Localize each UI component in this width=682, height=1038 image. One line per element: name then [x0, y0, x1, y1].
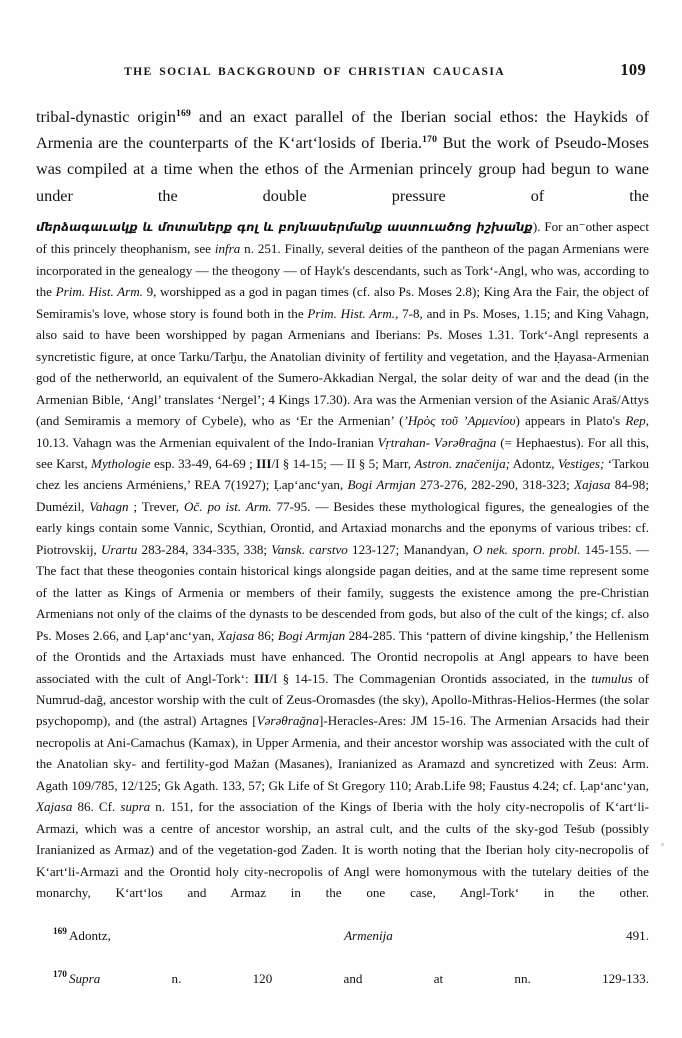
note-italic-o-nek-sporn-probl: O nek. sporn. probl. — [472, 541, 581, 557]
footnote-169-text-2: 491. — [392, 927, 649, 943]
note-italic-tumulus: tumulus — [591, 670, 633, 686]
note-seg-10: Adontz, — [510, 455, 558, 471]
footnote-169-italic: Armenija — [344, 927, 393, 943]
note-seg-6: , 10.13. Vahagn was the Armenian equivalent of the Indo-Iranian — [36, 413, 650, 450]
note-seg-16: 283-284, 334-335, 338; — [137, 541, 272, 557]
note-seg-20: 284-285. This ‘pattern of divine kingship,’ the Hellenism of the Orontids and the Artaxiads must have enhanced. The Orontid necropolis at Angl appears to have been associated with the cult of Angl-Torkʻ: — [36, 627, 649, 686]
note-seg-3: 9, worshipped as a god in pagan times (cf. also Ps. Moses 2.8); King Ara the Fair, the object of Semiramis's love, whose story is found both in the — [36, 284, 649, 321]
footnote-marker-169[interactable]: 169 — [176, 108, 191, 120]
footnote-169-text-1: Adontz, — [68, 927, 345, 943]
note-italic-prim-hist-arm-1: Prim. Hist. Arm. — [55, 284, 143, 300]
note-seg-13: 84-98; Dumézil, — [36, 477, 649, 514]
greek-script-text: ’Ηρὸς τοῦ ’Αρμενίου — [403, 413, 516, 429]
note-italic-xajasa-2: Xajasa — [217, 627, 255, 643]
note-seg-14: ; Trever, — [128, 498, 184, 514]
note-seg-19: 86; — [254, 627, 278, 643]
running-head-title: THE SOCIAL BACKGROUND OF CHRISTIAN CAUCASIA — [124, 65, 505, 78]
note-italic-bogi-armjan-2: Bogi Armjan — [277, 627, 346, 643]
scan-artifact-speck — [661, 843, 664, 846]
note-seg-2: n. 251. Finally, several deities of the pantheon of the pagan Armenians were incorporated in the genealogy — the theogony — of Hayk's descendants, such as Torkʻ-Angl, who was, according to the — [36, 241, 649, 300]
note-seg-9: /I § 14-15; — II § 5; Marr, — [271, 455, 415, 471]
footnote-170-italic: Supra — [68, 970, 101, 986]
note-seg-24: 86. Cf. — [72, 799, 121, 815]
note-italic-vrtrahan: Vṛtrahan- Vərəθrağna — [377, 434, 497, 450]
note-seg-23: ]-Heracles-Ares: JM 15-16. The Armenian Arsacids had their necropolis at Ani-Camachus (Kamax), in Upper Armenia, and their ancestor worship was associated with the cult of the Anatolian sky- and fertility-god Mažan (Masanes), Iranianized as Aramazd and syncretized with Zeus: Arm. Agath 109/785, 12/125; Gk Agath. 133, 57; Gk Life of St Gregory 110; Arab.Life 98; Faustus 4.24; cf. Ḷapʻancʻyan, — [36, 713, 649, 793]
note-bold-iii-1: III — [256, 455, 272, 471]
armenian-script-text: մերձագաւակք և մոտաներք գոլ և բոյնասերմանք աստուածոց իշխանք — [36, 220, 533, 234]
note-italic-rep: Rep — [625, 413, 646, 429]
page-number: 109 — [620, 60, 646, 79]
note-bold-iii-2: III — [254, 670, 270, 686]
note-seg-4: , 7-8, and in Ps. Moses, 1.15; and King Vahagn, also said to have been worshipped by pagan Armenians and Iberians: Ps. Moses 1.31. Torkʻ-Angl represents a syncretistic figure, at once Tarku/Tarḫu, the Anatolian divinity of fertility and vegetation, and the Ḥayasa-Armenian god of the netherworld, an equivalent of the Sumero-Akkadian Nergal, the solar deity of war and the dead (in the Armenian Bible, ‘Angl’ translates ‘Nergel’; 4 Kings 17.30). Ara was the Armenian version of the Asianic Araš/Attys (and Semiramis a memory of Cybele), who as ‘Er the Armenian’ ( — [36, 305, 649, 429]
note-seg-7: (= Hephaestus). For all this, see Karst, — [36, 434, 649, 471]
note-italic-vestiges: Vestiges; — [557, 455, 605, 471]
footnote-170-text: n. 120 and at nn. 129-133. — [100, 970, 649, 986]
body-text-end: But the work of Pseudo-Moses was compiled at a time when the ethos of the Armenian princely group had begun to wane under the double pressure of the — [36, 134, 649, 205]
note-seg-21: /I § 14-15. The Commagenian Orontids associated, in the — [269, 670, 592, 686]
note-seg-17: 123-127; Manandyan, — [347, 541, 473, 557]
footnote-170-number: 170 — [53, 969, 67, 980]
note-italic-supra-1: supra — [120, 799, 151, 815]
note-italic-verethragna: Vərəθrağna — [256, 713, 320, 729]
note-italic-astron: Astron. značenija; — [414, 455, 511, 471]
note-italic-xajasa-1: Xajasa — [574, 477, 611, 493]
note-seg-18: 145-155. — The fact that these theogonies contain historical kings alongside pagan deities, and at the same time represent some of the latter as Kings of Armenia or members of their family, suggests the existence among the pre-Christian Armenians not only of the claims of the dynasts to be descended from gods, but also of the cult of the kings; cf. also Ps. Moses 2.66, and Ḷapʻancʻyan, — [36, 541, 650, 643]
note-italic-bogi-armjan-1: Bogi Armjan — [347, 477, 416, 493]
note-seg-11: ‘Tarkou chez les anciens Arméniens,’ REA 7(1927); Ḷapʻancʻyan, — [36, 455, 649, 493]
note-italic-xajasa-3: Xajasa — [36, 799, 73, 815]
body-text-mid: and an exact parallel of the Iberian social ethos: the Haykids of Armenia are the counterparts of the Kʻartʻlosids of Iberia. — [36, 108, 649, 153]
note-seg-5: ) appears in Plato's — [515, 413, 626, 429]
note-italic-vahagn: Vahagn — [89, 498, 129, 514]
note-italic-oc-po-ist-arm: Oč. po ist. Arm. — [183, 498, 272, 514]
footnote-170 — [36, 968, 649, 1011]
note-italic-prim-hist-arm-2: Prim. Hist. Arm. — [307, 305, 396, 321]
running-head — [36, 60, 646, 82]
note-seg-22: of Numrud-dağ, ancestor worship with the cult of Zeus-Oromasdes (the sky), Apollo-Mithras-Helios-Hermes (the solar psychopomp), and (the astral) Artagnes [ — [36, 670, 650, 729]
note-italic-urartu: Urartu — [100, 541, 138, 557]
footnote-169-number: 169 — [53, 926, 67, 937]
footnote-marker-170[interactable]: 170 — [422, 134, 438, 146]
footnote-block — [36, 216, 649, 1011]
body-text-opening: tribal-dynastic origin — [36, 108, 176, 126]
note-italic-vansk-carstvo: Vansk. carstvo — [271, 541, 348, 557]
note-seg-25: n. 151, for the association of the Kings of Iberia with the holy city-necropolis of Kʻartʻli-Armazi, which was a centre of ancestor worship, an astral cult, and the cults of the sky-god Tešub (possibly Iranianized as Armaz) and of the vegetation-god Zaden. It is worth noting that the Iberian holy city-necropolis of Kʻartʻli-Armazi and the Orontid holy city-necropolis of Angl were homonymous with the tutelary deities of the monarchy, Kʻartʻlos and Armaz in the one case, Angl-Torkʻ in the other. — [36, 799, 650, 901]
note-seg-12: 273-276, 282-290, 318-323; — [415, 477, 575, 493]
note-italic-infra: infra — [214, 241, 241, 257]
note-italic-mythologie: Mythologie — [91, 455, 151, 471]
note-seg-15: 77-95. — Besides these mythological figures, the genealogies of the early kings contain some Vannic, Scythian, Orontid, and Artaxiad monarchs and the eponyms of various tribes: cf. Piotrovskij, — [36, 498, 650, 557]
footnote-continued — [36, 216, 649, 925]
note-seg-1: ). For an⁻othеr aspect of this princely theophanism, see — [36, 219, 649, 257]
note-seg-8: esp. 33-49, 64-69 ; — [150, 455, 257, 471]
footnote-169 — [36, 925, 649, 968]
